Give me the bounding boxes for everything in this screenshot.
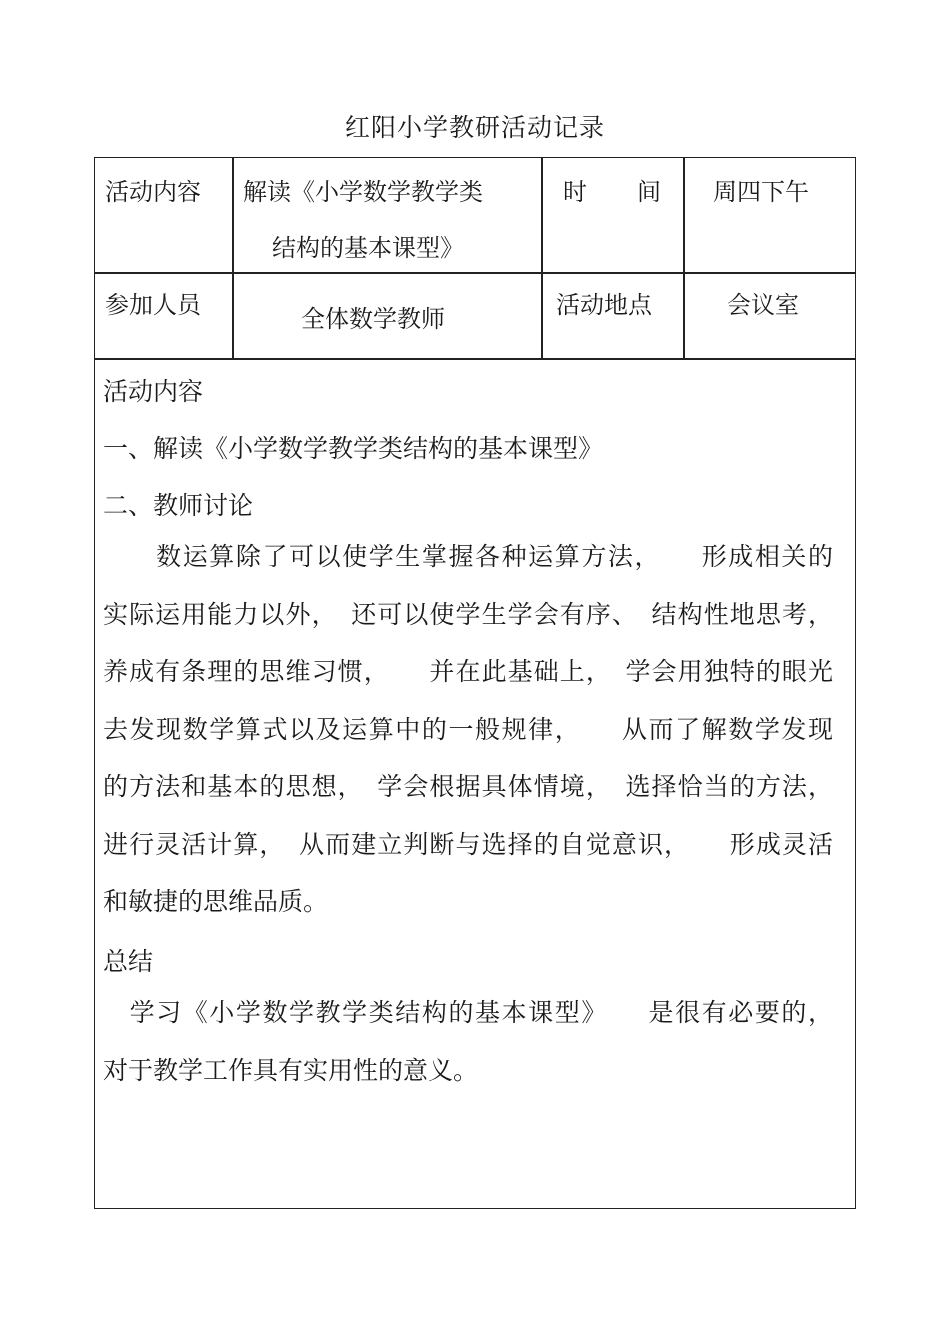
paragraph-line: 的方法和基本的思想， 学会根据具体情境， 选择恰当的方法， [103,772,833,801]
time-label-char1: 时 [563,178,587,206]
location-value: 会议室 [727,291,799,319]
discussion-paragraph [103,542,833,945]
column-divider [541,158,543,359]
paragraph-line: 实际运用能力以外， 还可以使学生学会有序、 结构性地思考， [103,599,833,629]
paragraph-line: 去发现数学算式以及运算中的一般规律， 从而了解数学发现 [103,714,833,744]
paragraph-line: 养成有条理的思维习惯， 并在此基础上， 学会用独特的眼光 [103,657,833,686]
record-table [94,157,856,1209]
activity-topic-line2: 结构的基本课型》 [272,234,464,262]
paragraph-line: 对于教学工作具有实用性的意义。 [103,1055,479,1085]
paragraph-line: 学习《小学数学教学类结构的基本课型》 是很有必要的， [103,998,833,1027]
column-divider [232,158,234,359]
time-value: 周四下午 [713,178,809,206]
time-label-char2: 间 [637,178,661,206]
location-label: 活动地点 [556,291,652,319]
paragraph-line: 进行灵活计算， 从而建立判断与选择的自觉意识， 形成灵活 [103,829,833,859]
row-divider [95,272,855,274]
agenda-item-2: 二、教师讨论 [103,491,254,520]
activity-content-label: 活动内容 [105,178,201,206]
agenda-item-1: 一、解读《小学数学教学类结构的基本课型》 [103,434,604,463]
page-title: 红阳小学教研活动记录 [344,113,605,142]
participants-label: 参加人员 [105,291,201,319]
summary-paragraph [103,998,833,1113]
row-divider [95,358,855,360]
summary-heading: 总结 [103,947,154,976]
paragraph-line: 数运算除了可以使学生掌握各种运算方法， 形成相关的 [103,542,833,571]
paragraph-line: 和敏捷的思维品质。 [103,887,329,916]
content-heading: 活动内容 [103,377,204,406]
column-divider [683,158,685,359]
participants-value: 全体数学教师 [301,305,445,333]
activity-topic-line1: 解读《小学数学教学类 [243,178,483,206]
